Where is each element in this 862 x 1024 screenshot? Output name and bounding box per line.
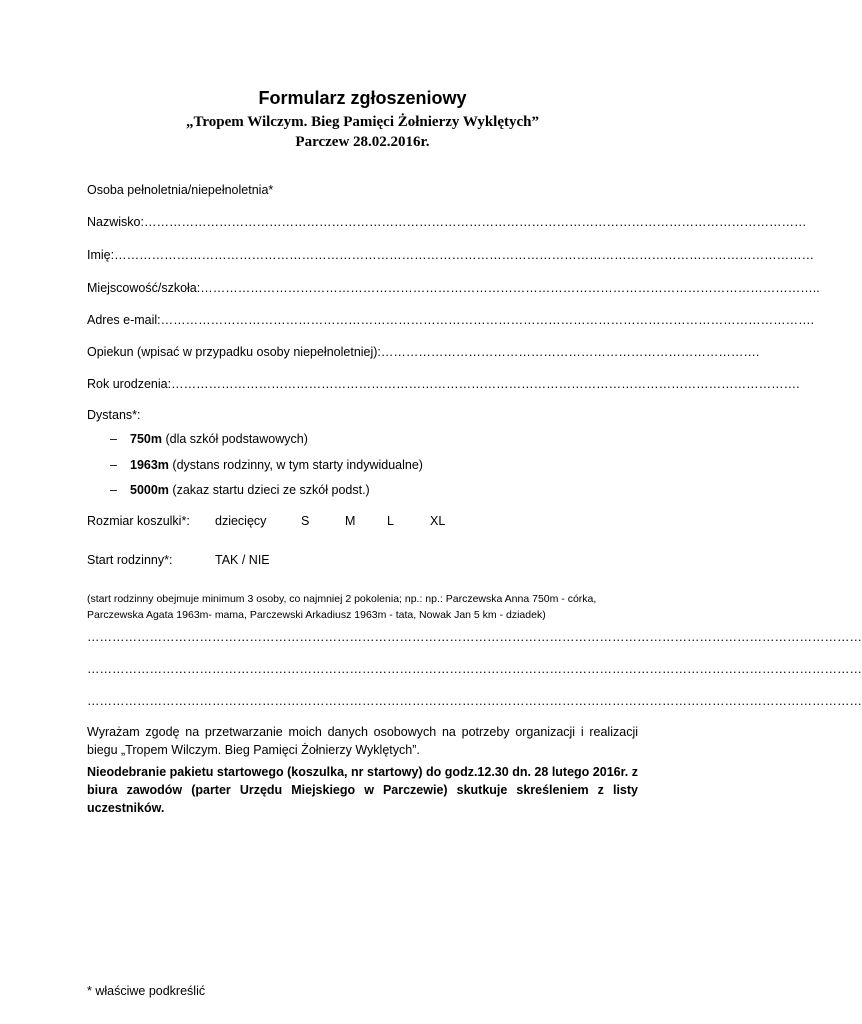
distance-value: 750m xyxy=(130,432,162,446)
birth-year-field[interactable]: Rok urodzenia:……………………………………………………………………………………………………………………………………. xyxy=(87,377,800,391)
distance-option[interactable] xyxy=(110,458,423,472)
distance-value: 5000m xyxy=(130,483,169,497)
shirt-size-option[interactable]: L xyxy=(387,514,394,528)
dash-bullet: – xyxy=(110,483,117,497)
family-members-line[interactable]: …………………………………………………………………………………………………………………………………………………………………… xyxy=(87,630,862,644)
distance-note: (zakaz startu dzieci ze szkół podst.) xyxy=(168,483,370,497)
distance-value: 1963m xyxy=(130,458,169,472)
email-field[interactable]: Adres e-mail:…………………………………………………………………………………………………………………………………………. xyxy=(87,313,815,327)
distance-option[interactable] xyxy=(110,432,308,446)
family-start-choice[interactable]: TAK / NIE xyxy=(215,553,270,567)
family-members-line[interactable]: …………………………………………………………………………………………………………………………………………………………………… xyxy=(87,662,862,676)
family-start-note: (start rodzinny obejmuje minimum 3 osoby, co najmniej 2 pokolenia; np.: np.: Parczewska Anna 750m - córka, Parczewska Agata 1963m- mama, Parczewski Arkadiusz 1963m - tata, Nowak Jan 5 km - dziadek) xyxy=(87,593,597,621)
shirt-size-option[interactable]: XL xyxy=(430,514,446,528)
family-members-line[interactable]: …………………………………………………………………………………………………………………………………………………………………… xyxy=(87,694,862,708)
shirt-size-option[interactable]: M xyxy=(345,514,356,528)
distance-label: Dystans*: xyxy=(87,408,141,422)
shirt-size-label: Rozmiar koszulki*: xyxy=(87,514,190,528)
dash-bullet: – xyxy=(110,432,117,446)
form-title: Formularz zgłoszeniowy xyxy=(258,88,467,108)
guardian-field[interactable]: Opiekun (wpisać w przypadku osoby niepełnoletniej):………………………………………………………………………………. xyxy=(87,345,760,359)
shirt-size-option[interactable]: dziecięcy xyxy=(215,514,267,528)
distance-option[interactable] xyxy=(110,483,370,497)
distance-note: (dystans rodzinny, w tym starty indywidualne) xyxy=(168,458,423,472)
event-place-date: Parczew 28.02.2016r. xyxy=(295,134,430,150)
pickup-warning: Nieodebranie pakietu startowego (koszulka, nr startowy) do godz.12.30 dn. 28 lutego 2016r. z biura zawodów (parter Urzędu Miejskiego w Parczewie) skutkuje skreśleniem z listy uczestników. xyxy=(87,765,638,815)
dash-bullet: – xyxy=(110,458,117,472)
distance-note: (dla szkół podstawowych) xyxy=(161,432,308,446)
family-start-label: Start rodzinny*: xyxy=(87,553,173,567)
consent-statement: Wyrażam zgodę na przetwarzanie moich danych osobowych na potrzeby organizacji i realizacji biegu „Tropem Wilczym. Bieg Pamięci Żołnierzy Wyklętych”. xyxy=(87,725,638,757)
age-status-field: Osoba pełnoletnia/niepełnoletnia* xyxy=(87,183,274,197)
city-school-field[interactable]: Miejscowość/szkoła:………………………………………………………………………………………………………………………………….. xyxy=(87,281,820,295)
first-name-field[interactable]: Imię:…………………………………………………………………………………………………………………………………………………… xyxy=(87,248,815,262)
footnote: * właściwe podkreślić xyxy=(87,984,206,998)
event-name: „Tropem Wilczym. Bieg Pamięci Żołnierzy Wyklętych” xyxy=(185,114,539,130)
shirt-size-option[interactable]: S xyxy=(301,514,310,528)
surname-field[interactable]: Nazwisko:…………………………………………………………………………………………………………………………………………… xyxy=(87,215,807,229)
